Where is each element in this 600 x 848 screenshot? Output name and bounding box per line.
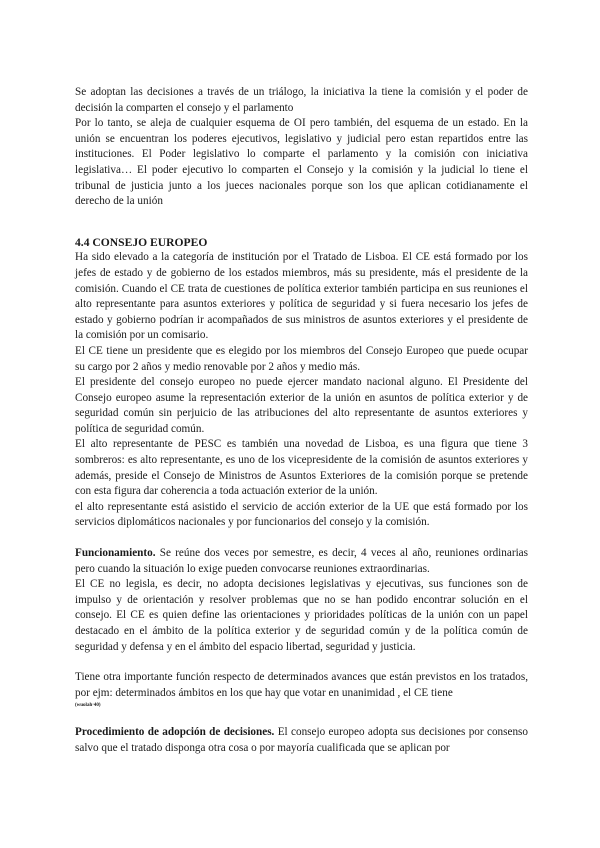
- spacer: [75, 655, 528, 670]
- funcionamiento-paragraph-2: El CE no legisla, es decir, no adopta decisiones legislativas y ejecutivas, sus funciones son de impulso y de orientación y resolver problemas que no se han podido encontrar solución en el consejo. El CE es quien define las orientaciones y prioridades políticas de la unión con un papel destacado en el ámbito de la política exterior y de seguridad común y de la política común de seguridad y defensa y en el ámbito del espacio libertad, seguridad y justicia.: [75, 578, 528, 653]
- consejo-paragraph-2: El CE tiene un presidente que es elegido por los miembros del Consejo Europeo que puede ocupar su cargo por 2 años y medio renovable por 2 años y medio más.: [75, 344, 528, 373]
- procedimiento-text: El consejo europeo adopta sus decisiones por consenso salvo que el tratado disponga otra cosa o por mayoría cualificada que se aplican por: [75, 726, 528, 754]
- otra-funcion-paragraph: Tiene otra importante función respecto de determinados avances que están previstos en los tratados, por ejm: determinados ámbitos en los que hay que votar en unanimidad , el CE tiene: [75, 671, 528, 699]
- intro-paragraph-1: Se adoptan las decisiones a través de un triálogo, la iniciativa la tiene la comisión y el poder de decisión la comparten el consejo y el parlamento: [75, 86, 528, 114]
- section-heading: 4.4 CONSEJO EUROPEO: [75, 235, 208, 249]
- intro-paragraph-2: Por lo tanto, se aleja de cualquier esquema de OI pero también, del esquema de un estado. En la unión se encuentran los poderes ejecutivos, legislativo y judicial pero estan repartidos entre las instituciones. El Poder legislativo lo comparte el parlamento y la comisión con iniciativa legislativa… El poder ejecutivo lo comparten el Consejo y la comisión y la judicial lo tiene el tribunal de justicia junto a los jueces nacionales porque son los que aplican cotidianamente el derecho de la unión: [75, 117, 528, 208]
- procedimiento-paragraph: [75, 725, 528, 756]
- funcionamiento-paragraph-1: [75, 546, 528, 577]
- consejo-paragraph-1: Ha sido elevado a la categoría de institución por el Tratado de Lisboa. El CE está formado por los jefes de estado y de gobierno de los estados miembros, más su presidente, más el presidente de la comisión. Cuando el CE trata de cuestiones de política exterior también participa en sus reuniones el alto representante para asuntos exteriores y política de seguridad y si fuera necesario los jefes de estado y gobierno podrían ir acompañados de sus ministros de asuntos exteriores y el presidente de la comisión por un comisario.: [75, 251, 528, 342]
- consejo-paragraph-4: El alto representante de PESC es también una novedad de Lisboa, es una figura que tiene 3 sombreros: es alto representante, es uno de los vicepresidente de la comisión de asuntos exteriores y además, preside el Consejo de Ministros de Asuntos Exteriores de la comisión porque se pretende con esta figura dar coherencia a toda actuación exterior de la unión.: [75, 438, 528, 498]
- funcionamiento-text: Se reúne dos veces por semestre, es decir, 4 veces al año, reuniones ordinarias pero cuando la situación lo exige pueden convocarse reuniones extraordinarias.: [75, 547, 528, 575]
- consejo-paragraph-3: El presidente del consejo europeo no puede ejercer mandato nacional alguno. El Presidente del Consejo europeo asume la representación exterior de la unión en asuntos de política exterior y de seguridad común sin perjuicio de las atribuciones del alto representante de asuntos exteriores y política de seguridad común.: [75, 376, 528, 435]
- spacer: [75, 531, 528, 546]
- spacer: [75, 710, 528, 725]
- procedimiento-label: Procedimiento de adopción de decisiones.: [75, 726, 275, 739]
- spacer: [75, 210, 528, 225]
- funcionamiento-label: Funcionamiento.: [75, 547, 156, 560]
- watermark-note: (wuolah·40): [75, 703, 101, 709]
- consejo-paragraph-5: el alto representante está asistido el servicio de acción exterior de la UE que está formado por los servicios diplomáticos nacionales y por funcionarios del consejo y la comisión.: [75, 500, 528, 529]
